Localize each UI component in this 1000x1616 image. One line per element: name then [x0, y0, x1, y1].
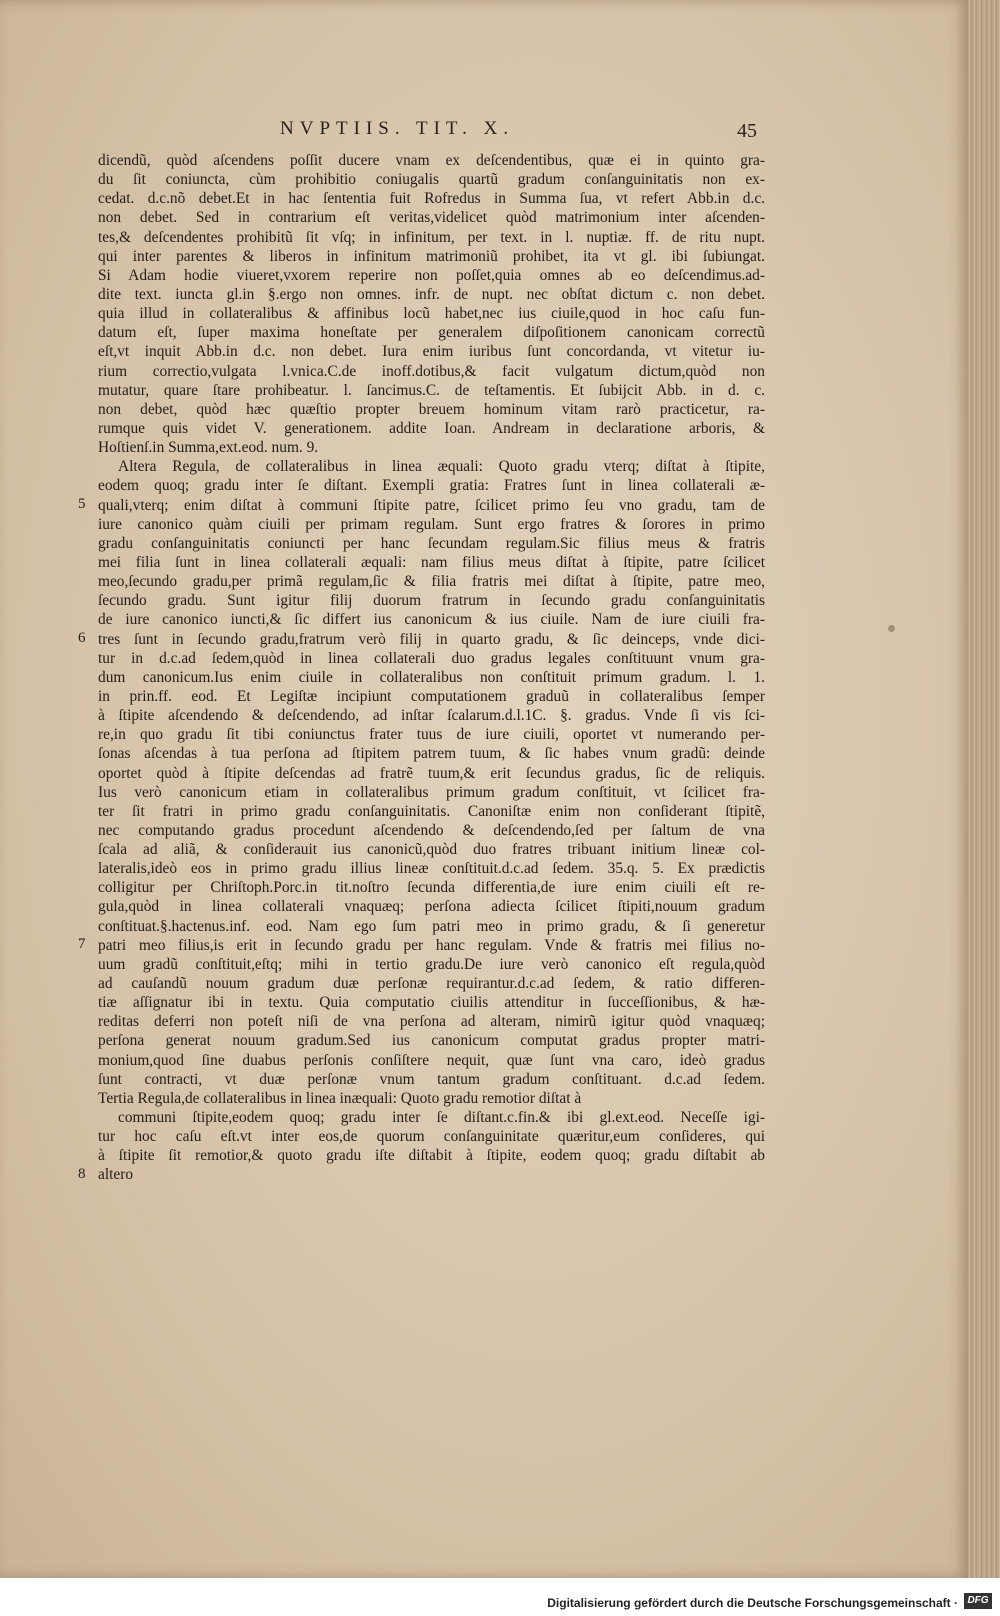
text-line: quali,vterq; enim diſtat à communi ſtipite patre, ſcilicet primo ſeu vno gradu, tam de	[98, 496, 765, 514]
text-line: ſecundo gradu. Sunt igitur filij duorum fratrum in ſecundo gradu conſanguinitatis	[98, 592, 765, 610]
text-line: de iure canonico iuncti,& ſic differt ius canonicum & ius ciuile. Nam de iure ciuili fra-	[98, 611, 765, 629]
text-line: patri meo filius,is erit in ſecundo gradu per hanc regulam. Vnde & fratris mei filius no-	[98, 936, 765, 954]
text-line: eodem quoq; gradu inter ſe diſtant. Exempli gratia: Fratres ſunt in linea collaterali æ-	[98, 477, 765, 495]
running-header: NVPTIIS. TIT. X.	[280, 118, 515, 139]
text-line: Tertia Regula,de collateralibus in linea inæquali: Quoto gradu remotior diſtat à	[98, 1089, 582, 1107]
text-line: gradu conſanguinitatis coniuncti per hanc ſecundam regulam.Sic filius meus & fratris	[98, 534, 765, 552]
text-line: re,in quo gradu ſit tibi coniunctus frater tuus de iure ciuili, oportet vt numerando per-	[98, 726, 765, 744]
text-line: tur hoc caſu eſt.vt inter eos,de quorum conſanguinitate quæritur,eum conſideres, qui	[98, 1128, 765, 1146]
text-line: perſona generat nouum gradum.Sed ius canonicum computat gradus propter matri-	[98, 1032, 765, 1050]
text-line: à ſtipite ſit remotior,& quoto gradu iſte diſtabit à ſtipite, eodem quoq; gradu diſtabit ab	[98, 1147, 765, 1165]
text-line: reditas deferri non poteſt niſi de vna perſona ad alteram, nimirũ igitur quòd vnaquæq;	[98, 1013, 765, 1031]
text-line: non debet, quòd hæc quæſtio propter breuem hominum vitam rarò practicetur, ra-	[98, 400, 765, 418]
text-line: ad cauſandũ nouum gradum duæ perſonæ requirantur.d.c.ad ſedem, & ratio differen-	[98, 975, 765, 993]
body-text	[98, 151, 765, 1185]
text-line: tur in d.c.ad ſedem,quòd in linea collaterali duo gradus legales conſtituunt vnum gra-	[98, 649, 765, 667]
text-line: nec computando gradus procedunt aſcendendo & deſcendendo,ſed per ſaltum de vna	[98, 821, 765, 839]
dfg-logo: DFG	[964, 1593, 992, 1609]
margin-number: 6	[78, 629, 86, 646]
ink-spot	[888, 625, 895, 632]
text-line: Altera Regula, de collateralibus in linea æquali: Quoto gradu vterq; diſtat à ſtipite,	[118, 458, 765, 476]
text-line: tres ſunt in ſecundo gradu,fratrum verò filij in quarto gradu, & ſic deinceps, vnde dici-	[98, 630, 765, 648]
text-line: dite text. iuncta gl.in §.ergo non omnes. infr. de nupt. nec obſtat dictum c. non debet.	[98, 285, 765, 303]
text-line: meo,ſecundo gradu,per primã regulam,ſic & filia fratris mei diſtat à ſtipite, patre meo,	[98, 573, 765, 591]
text-line: communi ſtipite,eodem quoq; gradu inter ſe diſtant.c.fin.& ibi gl.ext.eod. Neceſſe igi-	[118, 1109, 765, 1127]
text-line: rium correctio,vulgata l.vnica.C.de inoff.dotibus,& facit vulgatum dictum,quòd non	[98, 362, 765, 380]
text-line: ſcala ad aliã, & conſiderauit ius canonicũ,quòd duo fratres tribuant initium lineæ col-	[98, 841, 765, 859]
text-line: altero	[98, 1166, 134, 1184]
text-line: mei filia ſunt in linea collaterali æquali: nam filius meus diſtat à ſtipite, patre ſcilicet	[98, 553, 765, 571]
text-line: à ſtipite aſcendendo & deſcendendo, ad inſtar ſcalarum.d.l.1C. §. gradus. Vnde ſi vis ſci-	[98, 707, 765, 725]
text-line: dum canonicum.Ius enim ciuile in collateralibus non conſtituit primum gradum. l. 1.	[98, 668, 765, 686]
text-line: Si Adam hodie viueret,vxorem reperire non poſſet,quia omnes ab eo deſcendimus.ad-	[98, 266, 765, 284]
text-line: cedat. d.c.nõ debet.Et in hac ſententia fuit Rofredus in Summa ſua, vt refert Abb.in d.c.	[98, 190, 765, 208]
margin-number: 8	[78, 1165, 86, 1182]
text-line: non debet. Sed in contrarium eſt veritas,videlicet quòd matrimonium inter aſcenden-	[98, 209, 765, 227]
text-line: iure canonico quàm ciuili per primam regulam. Sunt ergo fratres & ſorores in primo	[98, 515, 765, 533]
text-line: ſunt contracti, vt duæ perſonæ vnum tantum gradum conſtituant. d.c.ad ſedem.	[98, 1070, 765, 1088]
text-line: uum gradũ conſtituit,eſtq; mihi in tertio gradu.De iure verò canonico eſt regula,quòd	[98, 955, 765, 973]
text-line: qui inter parentes & liberos in infinitum matrimoniũ prohibet, ita vt gl. ibi ſubiungat.	[98, 247, 765, 265]
text-line: rumque quis videt V. generationem. addite Ioan. Andream in declaratione arboris, &	[98, 419, 765, 437]
text-line: gula,quòd in linea collaterali vnaquæq; perſona adiecta ſcilicet ſtipiti,nouum gradum	[98, 898, 765, 916]
text-line: eſt,vt inquit Abb.in d.c. non debet. Iura enim iuribus ſunt concordanda, vt vitetur iu-	[98, 343, 765, 361]
text-line: Hoſtienſ.in Summa,ext.eod. num. 9.	[98, 439, 319, 457]
text-line: tiæ aſſignatur ibi in textu. Quia computatio ciuilis attenditur in ſucceſſionibus, & hæ-	[98, 994, 765, 1012]
text-line: datum eſt, ſuper maxima honeſtate per generalem diſpoſitionem canonicam correctũ	[98, 324, 765, 342]
text-line: ter ſit fratri in primo gradu conſanguinitatis. Canoniſtæ enim non conſiderant ſtipitẽ,	[98, 802, 765, 820]
text-line: mutatur, quare ſtare prohibeatur. l. ſancimus.C. de teſtamentis. Et ſubijcit Abb. in d. c.	[98, 381, 765, 399]
text-line: monium,quod ſine duabus perſonis conſiſtere nequit, quæ ſunt vna caro, ideò gradus	[98, 1051, 765, 1069]
text-line: in prin.ff. eod. Et Legiſtæ incipiunt computationem graduũ in collateralibus ſemper	[98, 687, 765, 705]
text-line: quia illud in collateralibus & affinibus locũ habet,nec ius ciuile,quod in hoc caſu fun-	[98, 305, 765, 323]
text-line: du ſit coniuncta, cùm prohibitio coniugalis quartũ gradum conſanguinitatis non ex-	[98, 171, 765, 189]
text-line: oportet quòd à ſtipite deſcendas ad fratrẽ tuum,& erit ſecundus gradus, ſic de reliquis.	[98, 764, 765, 782]
text-line: conſtituat.§.hactenus.inf. eod. Nam ego ſum patri meo in primo gradu, & ſi generetur	[98, 917, 765, 935]
text-line: colligitur per Chriſtoph.Porc.in tit.noſtro ſecunda differentia,de iure enim ciuili eſt re-	[98, 879, 765, 897]
text-line: ſonas aſcendas à tua perſona ad ſtipitem patrem tuum, & ſic habes vnum gradũ: deinde	[98, 745, 765, 763]
text-line: lateralis,ideò eos in primo gradu illius lineæ conſtituit.d.c.ad ſedem. 35.q. 5. Ex prædictis	[98, 860, 765, 878]
page-edge	[968, 0, 1000, 1578]
footer-credit: Digitalisierung gefördert durch die Deutsche Forschungsgemeinschaft ·	[547, 1596, 958, 1610]
text-line: dicendũ, quòd aſcendens poſſit ducere vnam ex deſcendentibus, quæ ei in quinto gra-	[98, 152, 765, 169]
margin-number: 7	[78, 936, 86, 953]
page-number: 45	[737, 120, 757, 142]
text-line: Ius verò canonicum etiam in collateralibus primum gradum conſtituit, vt ſcilicet fra-	[98, 783, 765, 801]
margin-number: 5	[78, 495, 86, 512]
text-line: tes,& deſcendentes prohibitũ ſit vſq; in infinitum, per text. in l. nuptiæ. ff. de ritu nupt.	[98, 228, 765, 246]
